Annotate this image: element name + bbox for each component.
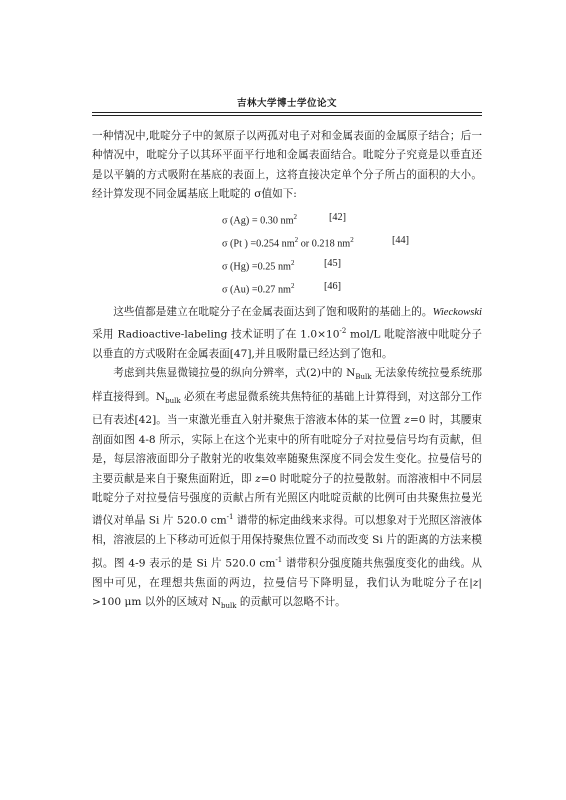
- formula-ag: [92, 206, 482, 229]
- formula-pt: [92, 229, 482, 252]
- formula-au: [92, 275, 482, 298]
- sigma-values-list: [92, 206, 482, 298]
- body-text: [92, 127, 482, 617]
- formula-reference: [42]: [329, 211, 346, 223]
- formula-reference: [46]: [324, 280, 341, 292]
- paragraph-saturation: 这些值都是建立在吡啶分子在金属表面达到了饱和吸附的基础上的。Wieckowski 采用 Radioactive-labeling 技术证明了在 $1.0\times 10^{-2}$ mol/L 吡啶溶液中吡啶分子以垂直的方式吸附在金属表面[47],并且吸附量已经达到了饱和。: [92, 305, 482, 360]
- paragraph-confocal-nbulk: 考虑到共焦显微镜拉曼的纵向分辨率，式(2)中的 $N_{Bulk}$ 无法象传统拉曼系统那样直接得到。$N_{bulk}$ 必须在考虑显微系统共焦特征的基础上计算得到，对这部分工作已有表述[42]。当一束激光垂直入射并聚焦于溶液本体的某一位置 z=0 时，其腰束剖面如图 4-8 所示，实际上在这个光束中的所有吡啶分子对拉曼信号均有贡献，但是，每层溶液面即分子散射光的收集效率随聚焦深度不同会发生变化。拉曼信号的主要贡献是来自于聚焦面附近，即 z=0 时吡啶分子的拉曼散射。而溶液相中不同层吡啶分子对拉曼信号强度的贡献占所有光照区内吡啶贡献的比例可由共聚焦拉曼光谱仪对单晶 Si 片 520.0 $cm^{-1}$ 谱带的标定曲线来求得。可以想象对于光照区溶液体相，溶液层的上下移动可近似于用保持聚焦位置不动而改变 Si 片的距离的方法来模拟。图 4-9 表示的是 Si 片 520.0 $cm^{-1}$ 谱带积分强度随共焦强度变化的曲线。从图中可见，在理想共焦面的两边，拉曼信号下降明显，我们认为吡啶分子在|z| >100 μm 以外的区域对 $N_{bulk}$ 的贡献可以忽略不计。: [92, 367, 482, 611]
- formula-expression: σ (Au) =0.27 $nm^2$: [222, 281, 295, 296]
- formula-expression: σ (Ag) = 0.30 $nm^2$: [222, 212, 298, 227]
- header-rule-thin: [92, 115, 482, 116]
- formula-expression: σ (Pt ) =0.254 $nm^2$ or 0.218 $nm^2$: [222, 235, 354, 250]
- header-rule-thick: [92, 112, 482, 113]
- paragraph-adsorption-modes: 一种情况中,吡啶分子中的氮原子以两孤对电子对和金属表面的金属原子结合；后一种情况中，吡啶分子以其环平面平行地和金属表面结合。吡啶分子究竟是以垂直还是以平躺的方式吸附在基底的表面上，这将直接决定单个分子所占的面积的大小。经计算发现不同金属基底上吡啶的 σ值如下:: [92, 130, 482, 201]
- formula-hg: [92, 252, 482, 275]
- formula-reference: [44]: [392, 234, 409, 246]
- formula-reference: [45]: [324, 257, 341, 269]
- formula-expression: σ (Hg) =0.25 $nm^2$: [222, 258, 295, 273]
- author-name: Wieckowski: [432, 306, 482, 318]
- running-header: 吉林大学博士学位论文: [236, 98, 337, 109]
